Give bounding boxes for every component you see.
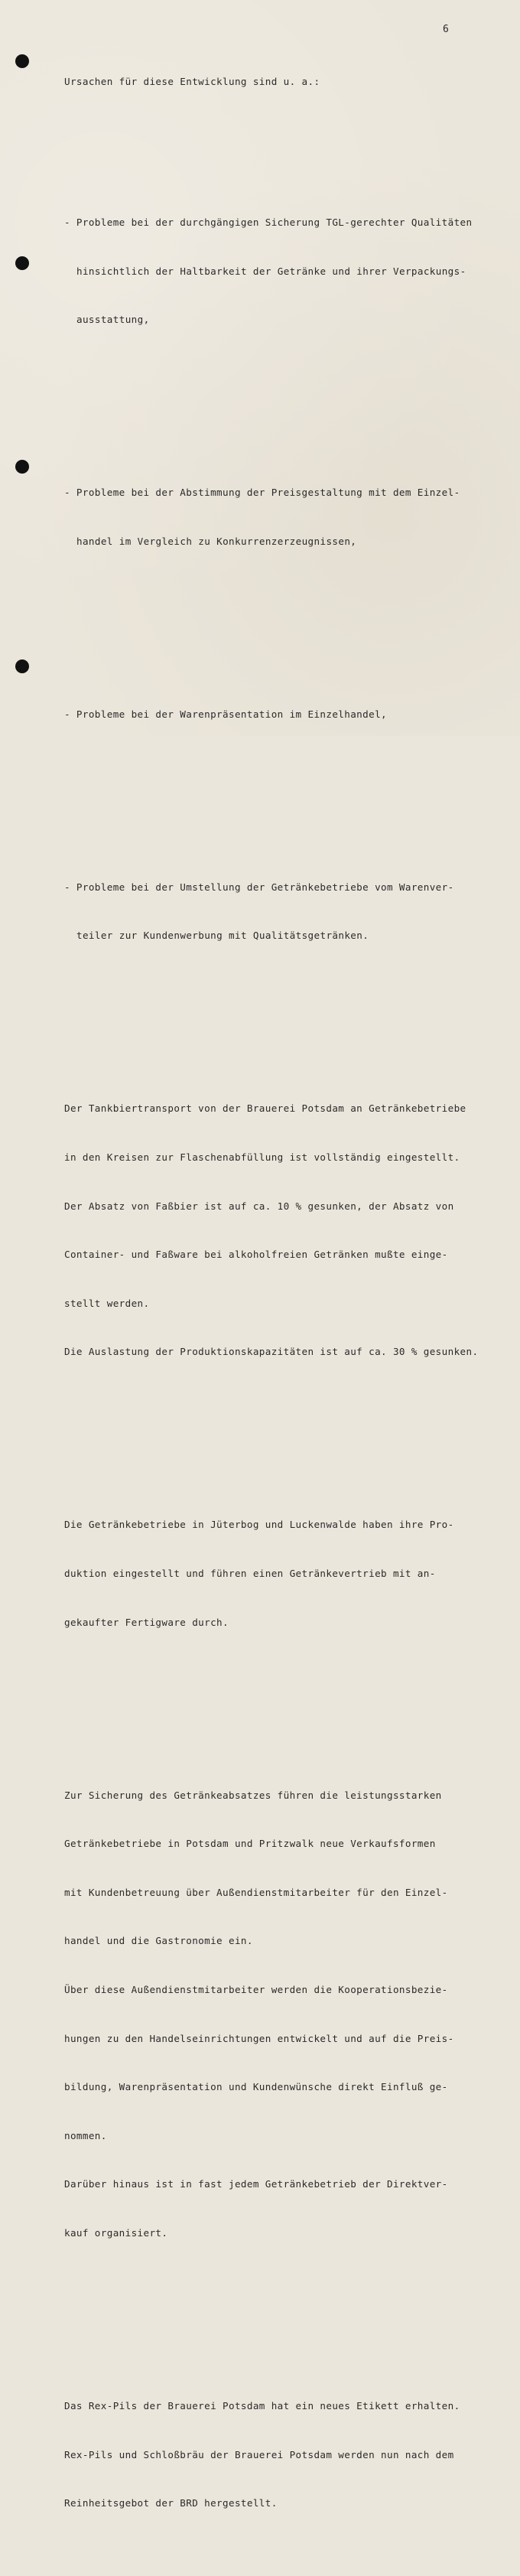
punch-hole [15, 460, 29, 474]
text-line: Rex-Pils und Schloßbräu der Brauerei Potsdam werden nun nach dem [64, 2448, 454, 2460]
text-line: handel und die Gastronomie ein. [64, 1935, 253, 1947]
paragraph [64, 1754, 508, 2273]
punch-hole [15, 659, 29, 673]
text-line: handel im Vergleich zu Konkurrenzerzeugnissen, [76, 535, 357, 547]
text-line: hungen zu den Handelseinrichtungen entwickelt und auf die Preis- [64, 2032, 454, 2044]
page-number: 6 [443, 24, 449, 35]
text-line: duktion eingestellt und führen einen Getränkevertrieb mit an- [64, 1568, 436, 1580]
text-line: - Probleme bei der Abstimmung der Preisgestaltung mit dem Einzel- [64, 487, 460, 499]
text-line: bildung, Warenpräsentation und Kundenwünsche direkt Einfluß ge- [64, 2081, 448, 2093]
bullet-item [64, 182, 508, 360]
text-line: Das Rex-Pils der Brauerei Potsdam hat ein neues Etikett erhalten. [64, 2400, 460, 2412]
text-line: Der Tankbiertransport von der Brauerei Potsdam an Getränkebetriebe [64, 1102, 466, 1115]
intro-line: Ursachen für diese Entwicklung sind u. a.: [64, 76, 320, 88]
text-line: mit Kundenbetreuung über Außendienstmitarbeiter für den Einzel- [64, 1886, 448, 1898]
text-line: gekaufter Fertigware durch. [64, 1616, 229, 1628]
bullet-item [64, 452, 508, 582]
text-line: nommen. [64, 2129, 107, 2141]
text-line: - Probleme bei der Umstellung der Getränkebetriebe vom Warenver- [64, 881, 454, 893]
punch-hole [15, 256, 29, 270]
bullet-item [64, 846, 508, 976]
document-body [64, 41, 508, 2576]
text-line: teiler zur Kundenwerbung mit Qualitätsgetränken. [76, 930, 369, 942]
paragraph [64, 1068, 508, 1392]
text-line: Getränkebetriebe in Potsdam und Pritzwalk neue Verkaufsformen [64, 1838, 436, 1850]
text-line: Zur Sicherung des Getränkeabsatzes führen die leistungsstarken [64, 1789, 442, 1801]
text-line: ausstattung, [76, 314, 150, 326]
punch-hole [15, 54, 29, 68]
text-line: Reinheitsgebot der BRD hergestellt. [64, 2497, 278, 2509]
text-line: stellt werden. [64, 1297, 150, 1309]
text-line: Die Getränkebetriebe in Jüterbog und Luckenwalde haben ihre Pro- [64, 1519, 454, 1531]
paragraph [64, 2366, 508, 2544]
text-line: - Probleme bei der Warenpräsentation im Einzelhandel, [64, 708, 387, 720]
text-line: hinsichtlich der Haltbarkeit der Getränke und ihrer Verpackungs- [76, 265, 466, 277]
text-line: Der Absatz von Faßbier ist auf ca. 10 % gesunken, der Absatz von [64, 1200, 454, 1212]
text-line: Über diese Außendienstmitarbeiter werden die Kooperationsbezie- [64, 1984, 448, 1996]
text-line: Darüber hinaus ist in fast jedem Getränkebetrieb der Direktver- [64, 2178, 448, 2190]
paragraph [64, 1484, 508, 1663]
text-line: in den Kreisen zur Flaschenabfüllung ist vollständig eingestellt. [64, 1151, 460, 1164]
bullet-item [64, 673, 508, 754]
text-line: kauf organisiert. [64, 2226, 168, 2239]
text-line: Die Auslastung der Produktionskapazitäten ist auf ca. 30 % gesunken. [64, 1346, 479, 1358]
text-line: - Probleme bei der durchgängigen Sicherung TGL-gerechter Qualitäten [64, 217, 473, 229]
text-line: Container- und Faßware bei alkoholfreien Getränken mußte einge- [64, 1249, 448, 1261]
